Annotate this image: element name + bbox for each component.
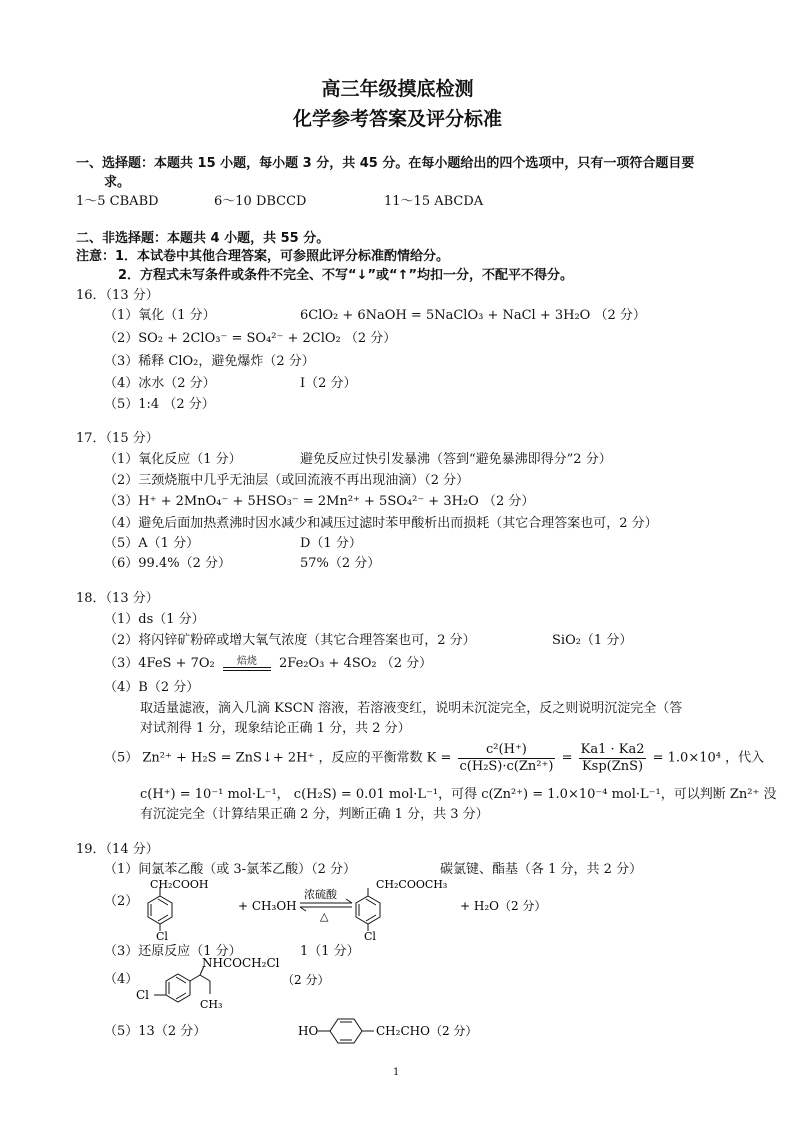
- q16-a1: （1）氧化（1 分）: [104, 308, 216, 323]
- q19-a1: （1）间氯苯乙酸（或 3-氯苯乙酸）（2 分）: [104, 862, 356, 877]
- q17-a1: （1）氧化反应（1 分）: [104, 452, 242, 467]
- reactant-benzene-ring: [148, 888, 172, 931]
- page-subtitle: 化学参考答案及评分标准: [292, 108, 502, 130]
- part2-note-1: 注意：1．本试卷中其他合理答案，可参照此评分标准酌情给分。: [76, 249, 450, 264]
- reaction-arrow: [223, 657, 271, 671]
- aldehyde-group: CH₂CHO（2 分）: [376, 1024, 478, 1038]
- q19-a5-structure: [298, 1014, 498, 1048]
- q18-a4-line2: 对试剂得 1 分，现象结论正确 1 分，共 2 分）: [140, 721, 411, 736]
- q18-a2b: SiO₂（1 分）: [552, 633, 633, 648]
- q19-a3: （3）还原反应（1 分）: [104, 944, 242, 959]
- fraction-2-denominator: Ksp(ZnS): [581, 758, 644, 774]
- q16-a1-equation: 6ClO₂ + 6NaOH = 5NaClO₃ + NaCl + 3H₂O （2 分）: [300, 308, 646, 323]
- part1-heading-cont: 求。: [104, 175, 131, 190]
- q17-a4: （4）避免后面加热煮沸时因水减少和减压过滤时苯甲酸析出而损耗（其它合理答案也可，2 分）: [104, 516, 658, 531]
- fraction-1-denominator: c(H₂S)·c(Zn²⁺): [459, 758, 554, 774]
- part2-heading: 二、非选择题：本题共 4 小题，共 55 分。: [76, 231, 330, 246]
- q19-a2-label: （2）: [104, 894, 139, 909]
- q18-a5: [104, 742, 764, 774]
- heat-symbol: △: [320, 910, 329, 923]
- q19-a4-structure: [132, 956, 352, 1018]
- para-benzene-ring: [318, 1019, 374, 1043]
- q18-a5-line2: c(H⁺) = 10⁻¹ mol·L⁻¹， c(H₂S) = 0.01 mol·L⁻¹，可得 c(Zn²⁺) = 1.0×10⁻⁴ mol·L⁻¹，可以判断 Zn²⁺ 没: [140, 787, 777, 802]
- q17-a5b: D（1 分）: [300, 536, 362, 551]
- reactant-chloro: Cl: [156, 930, 168, 942]
- equilibrium-fraction-1: [458, 742, 556, 774]
- q19-a5: （5）13（2 分）: [104, 1024, 207, 1039]
- q16-head: 16．（13 分）: [76, 288, 159, 303]
- q18-a3-products: 2Fe₂O₃ + 4SO₂ （2 分）: [279, 656, 433, 671]
- benzene-ring: [154, 966, 210, 1002]
- equilibrium-fraction-2: [579, 742, 647, 774]
- chloro-group: Cl: [136, 988, 150, 1002]
- q18-a2: （2）将闪锌矿粉碎或增大氧气浓度（其它合理答案也可，2 分）: [104, 633, 476, 648]
- q19-a1b: 碳氯键、酯基（各 1 分，共 2 分）: [440, 862, 643, 877]
- q18-a1: （1）ds（1 分）: [104, 612, 205, 627]
- q17-a2: （2）三颈烧瓶中几乎无油层（或回流液不再出现油滴）（2 分）: [104, 473, 470, 488]
- product-benzene-ring: [356, 888, 380, 931]
- q19-head: 19．（14 分）: [76, 842, 159, 857]
- q18-a5-line3: 有沉淀完全（计算结果正确 2 分，判断正确 1 分，共 3 分）: [140, 807, 489, 822]
- q17-a6b: 57%（2 分）: [300, 556, 381, 571]
- reaction-condition: 焙烧: [236, 655, 257, 667]
- methanol-reagent: + CH₃OH: [238, 899, 297, 913]
- fraction-1-numerator: c²(H⁺): [458, 742, 556, 759]
- amide-group: NHCOCH₂Cl: [202, 956, 280, 970]
- q19-a2-reaction-scheme: [130, 876, 550, 942]
- q18-a3-reactants: （3）4FeS + 7O₂: [104, 656, 215, 671]
- q18-head: 18．（13 分）: [76, 591, 159, 606]
- fraction-2-numerator: Ka1 · Ka2: [580, 742, 645, 757]
- q17-a3: （3）H⁺ + 2MnO₄⁻ + 5HSO₃⁻ = 2Mn²⁺ + 5SO₄²⁻ + 3H₂O （2 分）: [104, 494, 535, 509]
- q16-a2: （2）SO₂ + 2ClO₃⁻ = SO₄²⁻ + 2ClO₂ （2 分）: [104, 331, 397, 346]
- water-product: + H₂O（2 分）: [460, 899, 547, 913]
- q19-a4-score: （2 分）: [282, 973, 330, 987]
- equals-sign: =: [561, 750, 573, 766]
- q16-a3: （3）稀释 ClO₂，避免爆炸（2 分）: [104, 354, 315, 369]
- page-number: 1: [393, 1067, 400, 1078]
- q18-a3: [104, 656, 432, 672]
- part1-heading: 一、选择题：本题共 15 小题，每小题 3 分，共 45 分。在每小题给出的四个选项中，只有一项符合题目要: [76, 156, 695, 171]
- q16-a5: （5）1:4 （2 分）: [104, 397, 215, 412]
- equals-bar: [223, 667, 271, 671]
- methyl-group: CH₃: [200, 998, 223, 1011]
- q17-a5: （5）A（1 分）: [104, 536, 200, 551]
- product-chloro: Cl: [364, 930, 376, 942]
- q18-a4-line1: 取适量滤液，滴入几滴 KSCN 溶液，若溶液变红，说明未沉淀完全，反之则说明沉淀完全（答: [140, 701, 683, 716]
- q17-a6: （6）99.4%（2 分）: [104, 556, 231, 571]
- reactant-substituent: CH₂COOH: [150, 878, 209, 891]
- q18-a4: （4）B（2 分）: [104, 680, 200, 695]
- part2-note-2: 2．方程式未写条件或条件不完全、不写“↓”或“↑”均扣一分，不配平不得分。: [118, 268, 574, 283]
- q19-a3b: 1（1 分）: [300, 944, 360, 959]
- part1-answer-1: 1～5 CBABD: [76, 194, 159, 209]
- q16-a4b: Ⅰ（2 分）: [300, 376, 357, 391]
- part1-answer-2: 6～10 DBCCD: [214, 194, 307, 209]
- q17-a1b: 避免反应过快引发暴沸（答到“避免暴沸即得分”2 分）: [300, 452, 612, 467]
- product-substituent: CH₂COOCH₃: [376, 878, 448, 891]
- q17-head: 17．（15 分）: [76, 431, 159, 446]
- page-title: 高三年级摸底检测: [321, 78, 474, 100]
- catalyst-label: 浓硫酸: [304, 888, 337, 901]
- q16-a4: （4）冰水（2 分）: [104, 376, 216, 391]
- part1-answer-3: 11～15 ABCDA: [384, 194, 484, 209]
- q18-a5-pre: （5） Zn²⁺ + H₂S = ZnS↓+ 2H⁺ ，反应的平衡常数 K =: [104, 750, 452, 766]
- q19-a4-label: （4）: [104, 972, 139, 987]
- q18-a5-post: = 1.0×10⁴ ，代入: [652, 750, 765, 766]
- hydroxyl-group: HO: [298, 1024, 319, 1038]
